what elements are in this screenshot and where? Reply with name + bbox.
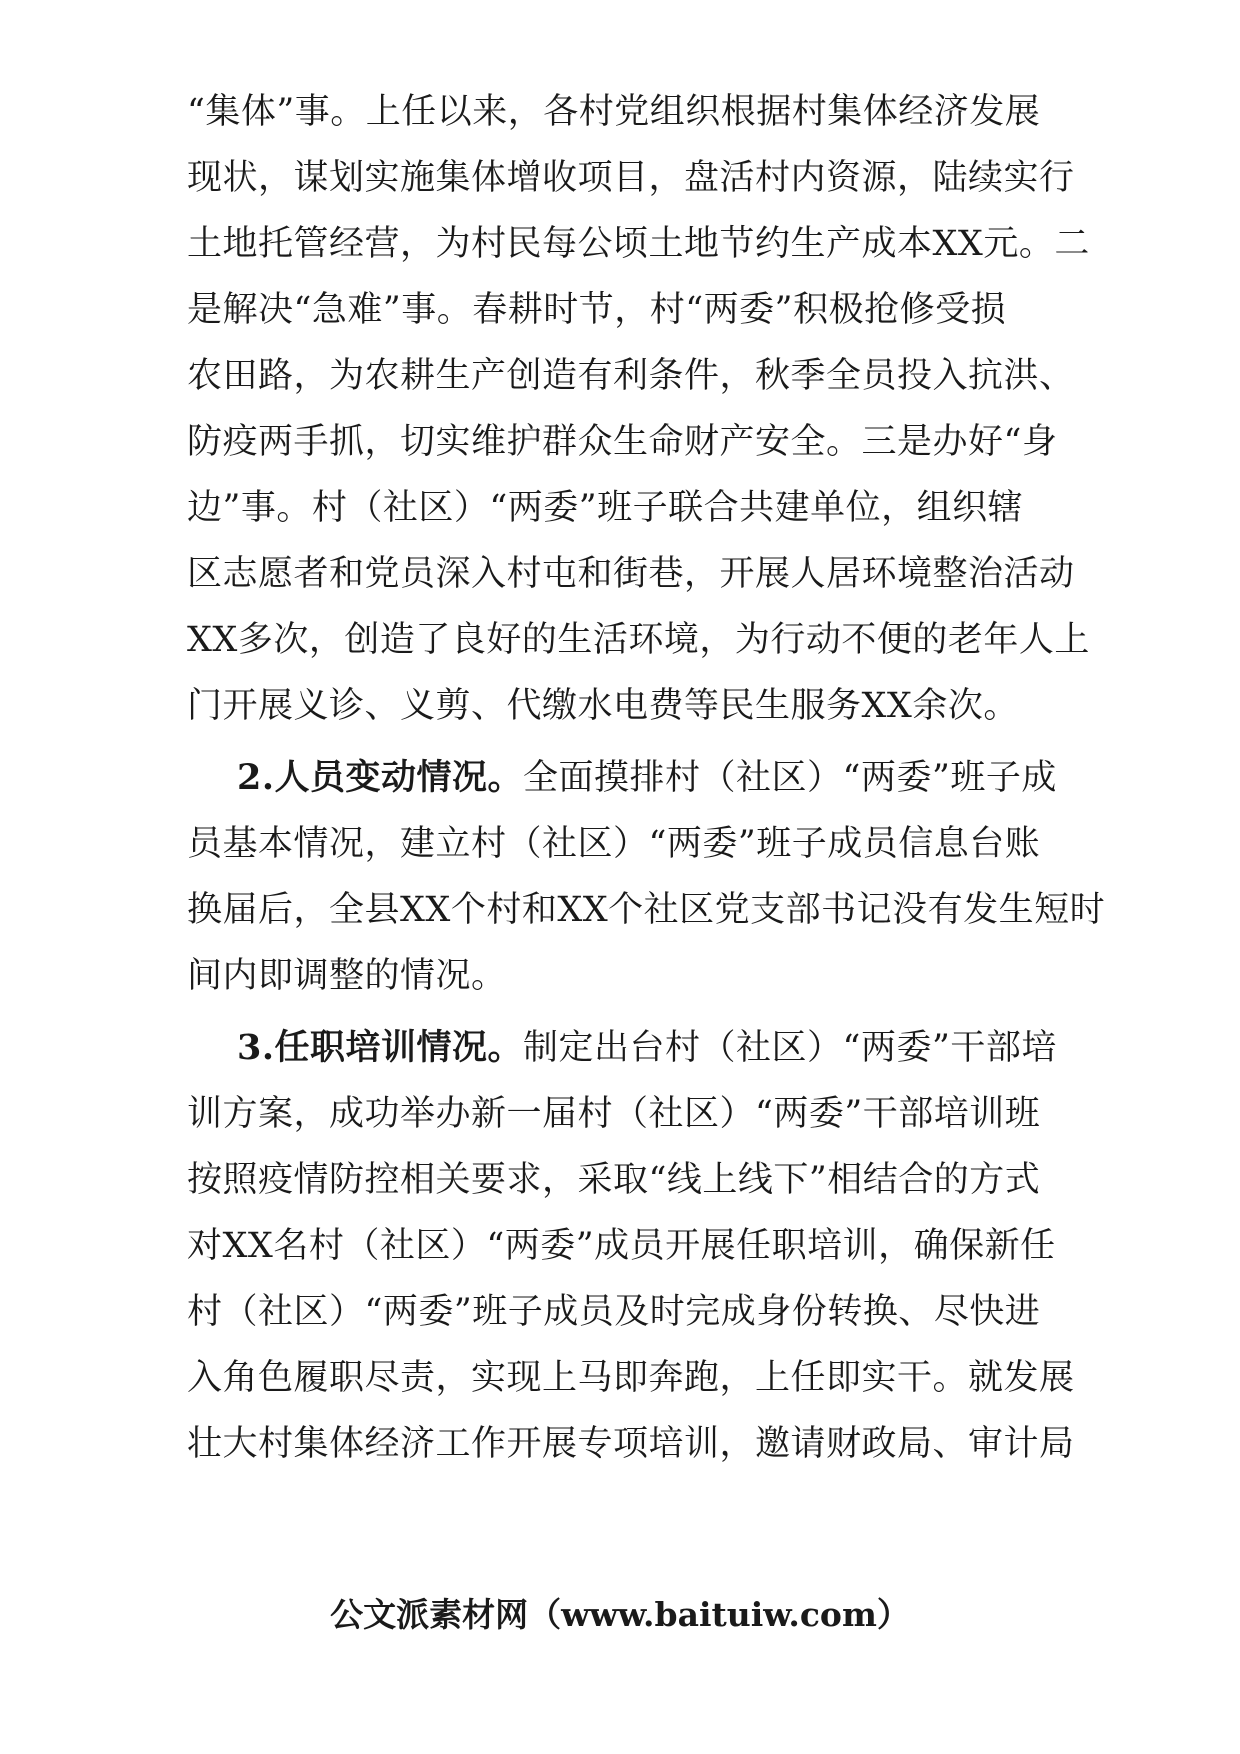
- body-line: 对XX名村（社区）“两委”成员开展任职培训，确保新任: [187, 1226, 1056, 1266]
- body-line: 农田路，为农耕生产创造有利条件，秋季全员投入抗洪、: [187, 356, 1075, 396]
- body-line: 村（社区）“两委”班子成员及时完成身份转换、尽快进: [187, 1292, 1041, 1332]
- body-line: 门开展义诊、义剪、代缴水电费等民生服务XX余次。: [187, 686, 1019, 726]
- section-heading: 2.人员变动情况。: [237, 757, 524, 798]
- section-heading: 3.任职培训情况。: [237, 1027, 524, 1068]
- body-text: 制定出台村（社区）“两委”干部培: [523, 1028, 1057, 1068]
- body-line: 壮大村集体经济工作开展专项培训，邀请财政局、审计局: [187, 1424, 1075, 1464]
- body-line: 按照疫情防控相关要求，采取“线上线下”相结合的方式: [187, 1160, 1041, 1200]
- body-line: 训方案，成功举办新一届村（社区）“两委”干部培训班: [187, 1094, 1041, 1134]
- body-line: 入角色履职尽责，实现上马即奔跑，上任即实干。就发展: [187, 1358, 1075, 1398]
- body-line: “集体”事。上任以来，各村党组织根据村集体经济发展: [187, 92, 1041, 132]
- body-text: 全面摸排村（社区）“两委”班子成: [523, 758, 1057, 798]
- body-line: XX多次，创造了良好的生活环境，为行动不便的老年人上: [187, 620, 1090, 660]
- body-line: 间内即调整的情况。: [187, 956, 507, 996]
- paragraph-first-line: [237, 748, 1057, 808]
- page-footer: 公文派素材网（www.baituiw.com）: [330, 1595, 910, 1634]
- body-line: 换届后，全县XX个村和XX个社区党支部书记没有发生短时: [187, 890, 1106, 930]
- paragraph-first-line: [237, 1018, 1057, 1078]
- body-line: 土地托管经营，为村民每公顷土地节约生产成本XX元。二: [187, 224, 1090, 264]
- body-line: 现状，谋划实施集体增收项目，盘活村内资源，陆续实行: [187, 158, 1075, 198]
- body-line: 区志愿者和党员深入村屯和街巷，开展人居环境整治活动: [187, 554, 1075, 594]
- body-line: 员基本情况，建立村（社区）“两委”班子成员信息台账: [187, 824, 1041, 864]
- body-line: 防疫两手抓，切实维护群众生命财产安全。三是办好“身: [187, 422, 1058, 462]
- body-line: 是解决“急难”事。春耕时节，村“两委”积极抢修受损: [187, 290, 1007, 330]
- body-line: 边”事。村（社区）“两委”班子联合共建单位，组织辖: [187, 488, 1024, 528]
